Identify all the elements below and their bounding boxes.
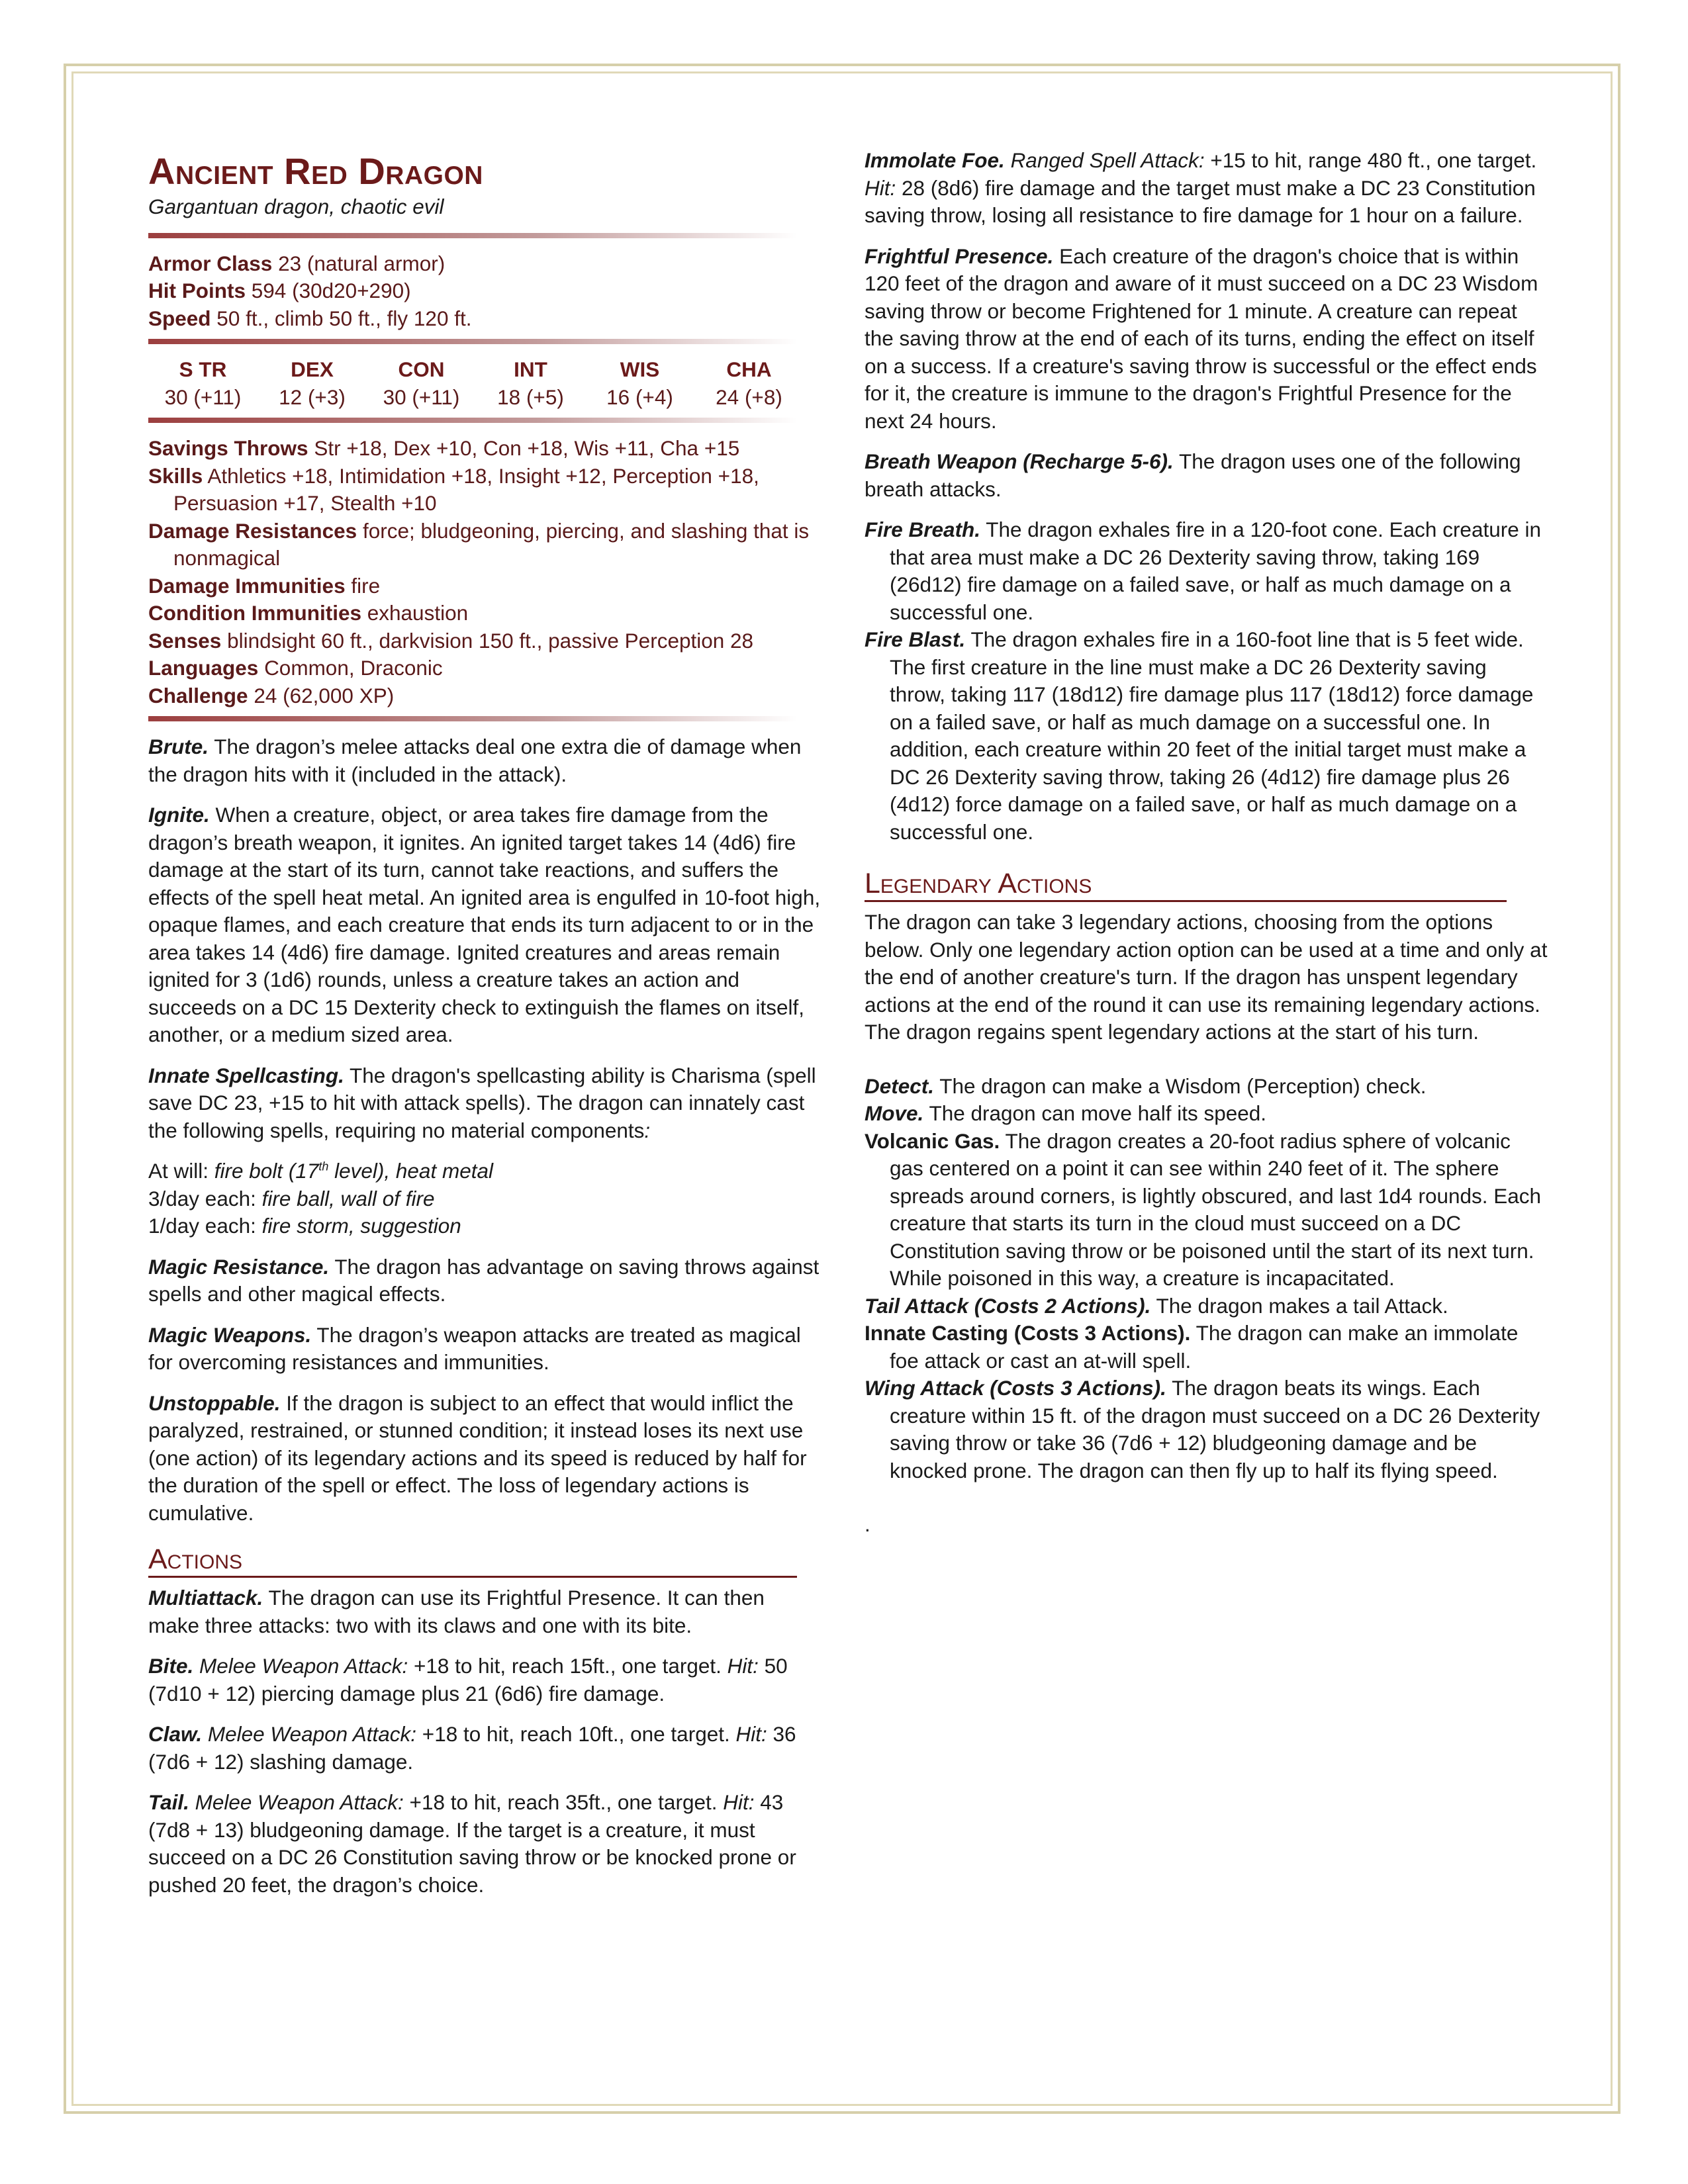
monster-type-line: Gargantuan dragon, chaotic evil (148, 195, 444, 218)
divider-rule (148, 233, 797, 238)
ability-name: INT (514, 357, 547, 381)
divider-rule (148, 418, 797, 423)
monster-name: Ancient Red Dragon (148, 150, 483, 192)
trait-name: Innate Spellcasting. (148, 1063, 344, 1087)
spell-superscript: th (318, 1160, 329, 1173)
spell-name: fire storm, suggestion (261, 1214, 461, 1238)
spell-name: , heat metal (384, 1159, 493, 1183)
legendary-text: The dragon makes a tail Attack. (1156, 1293, 1448, 1318)
condition-immunities-label: Condition Immunities (148, 601, 361, 625)
trait-name: Ignite. (148, 803, 210, 827)
skills-value: Athletics +18, Intimidation +18, Insight +12, Perception +18, Persuasion +17, Stealth +10 (173, 463, 759, 515)
legendary-text: The dragon creates a 20-foot radius sphere of volcanic gas centered on a point it can see within 240 feet of it. The sphere spreads around corners, is lightly obscured, and last 1d4 rounds. Each creature that starts its turn in the cloud must succeed on a DC Constitution saving throw or be poisoned until the start of its next turn. While poisoned in this way, a creature is incapacitated. (890, 1128, 1542, 1290)
action-name: Breath Weapon (Recharge 5-6). (865, 449, 1174, 473)
legendary-name: Wing Attack (Costs 3 Actions). (865, 1376, 1166, 1400)
legendary-text: The dragon can make a Wisdom (Perception) check. (939, 1073, 1427, 1098)
hit-label: Hit: (727, 1654, 759, 1678)
spell-name: level) (328, 1159, 385, 1183)
action-text: +18 to hit, reach 35ft., one target. (403, 1790, 724, 1814)
legendary-wing-attack (865, 1375, 1548, 1484)
legendary-actions-heading: Legendary Actions (865, 867, 1507, 902)
challenge-label: Challenge (148, 683, 248, 707)
spell-frequency-label: 3/day each: (148, 1186, 262, 1210)
ability-name: CON (398, 357, 445, 381)
legendary-innate-casting (865, 1320, 1548, 1375)
ability-score: 16 (+4) (606, 385, 673, 409)
action-text: 28 (8d6) fire damage and the target must make a DC 23 Constitution saving throw, losing all resistance to fire damage for 1 hour on a failure. (865, 175, 1536, 227)
action-bite (148, 1653, 821, 1707)
trait-name: Brute. (148, 735, 209, 758)
hit-points-value: 594 (30d20+290) (251, 279, 411, 302)
hit-label: Hit: (723, 1790, 755, 1814)
ability-name: WIS (620, 357, 660, 381)
saving-throws-label: Savings Throws (148, 436, 308, 460)
ability-scores (148, 384, 804, 412)
legendary-name: Move. (865, 1101, 924, 1125)
senses-label: Senses (148, 628, 222, 653)
condition-immunities-line (148, 600, 821, 627)
languages-line (148, 655, 821, 682)
damage-immunities-line (148, 572, 821, 600)
spell-name: fire ball, wall of fire (261, 1186, 435, 1210)
action-fire-breath (865, 516, 1548, 626)
legendary-move (865, 1100, 1548, 1128)
hit-label: Hit: (865, 175, 896, 200)
trait-innate-spellcasting (148, 1062, 821, 1145)
attack-type: Melee Weapon Attack: (199, 1654, 408, 1678)
actions-heading: Actions (148, 1543, 797, 1578)
trait-unstoppable (148, 1390, 821, 1527)
action-frightful-presence (865, 243, 1548, 435)
legendary-volcanic-gas (865, 1128, 1548, 1293)
hit-points-label: Hit Points (148, 279, 246, 302)
action-claw (148, 1721, 821, 1776)
spell-frequency-label: 1/day each: (148, 1214, 262, 1238)
trait-ignite (148, 801, 821, 1049)
ability-score: 24 (+8) (716, 385, 782, 409)
action-text: The dragon uses one of the following breath attacks. (865, 449, 1521, 501)
ability-score: 12 (+3) (279, 385, 346, 409)
ability-name: S TR (179, 357, 227, 381)
action-text: 36 (7d6 + 12) slashing damage. (148, 1722, 796, 1774)
attack-type: Melee Weapon Attack: (207, 1722, 417, 1746)
armor-class-line (148, 250, 821, 278)
legendary-detect (865, 1073, 1548, 1101)
action-name: Fire Blast. (865, 627, 966, 651)
ability-headers (148, 356, 804, 384)
damage-immunities-value: fire (351, 573, 381, 598)
saving-throws-line (148, 435, 821, 463)
spell-list-1-day (148, 1212, 821, 1240)
languages-value: Common, Draconic (264, 656, 443, 680)
legendary-tail-attack (865, 1293, 1548, 1320)
attack-type: Melee Weapon Attack: (195, 1790, 404, 1814)
senses-value: blindsight 60 ft., darkvision 150 ft., passive Perception 28 (227, 628, 754, 653)
legendary-text: The dragon can make an immolate foe attack or cast an at-will spell. (890, 1321, 1519, 1373)
ability-score: 18 (+5) (497, 385, 564, 409)
damage-resistances-line (148, 518, 821, 572)
hit-label: Hit: (735, 1722, 767, 1746)
damage-resistances-label: Damage Resistances (148, 518, 357, 543)
action-text: +18 to hit, reach 15ft., one target. (408, 1654, 727, 1678)
action-name: Frightful Presence. (865, 244, 1054, 268)
trait-colon: : (644, 1118, 651, 1142)
legendary-intro: The dragon can take 3 legendary actions, choosing from the options below. Only one legendary action option can be used at a time and only at the end of another creature's turn. If the dragon has unspent legendary actions at the end of the round it can use its remaining legendary actions. The dragon regains spent legendary actions at the start of his turn. (865, 910, 1548, 1044)
armor-class-value: 23 (natural armor) (278, 251, 445, 275)
trait-name: Magic Weapons. (148, 1322, 312, 1347)
hit-points-line (148, 277, 821, 305)
divider-rule (148, 716, 797, 721)
action-text: +15 to hit, range 480 ft., one target. (1204, 148, 1537, 172)
action-name: Immolate Foe. (865, 148, 1005, 172)
spell-name: fire bolt (17 (214, 1159, 319, 1183)
speed-label: Speed (148, 306, 211, 330)
divider-rule (148, 339, 797, 344)
legendary-name: Tail Attack (Costs 2 Actions). (865, 1293, 1151, 1318)
action-name: Multiattack. (148, 1586, 263, 1610)
trait-brute (148, 733, 821, 788)
legendary-name: Detect. (865, 1073, 935, 1098)
speed-line (148, 305, 821, 333)
trailing-dot: . (865, 1512, 870, 1536)
action-name: Tail. (148, 1790, 189, 1814)
trait-text: The dragon’s weapon attacks are treated as magical for overcoming resistances and immunities. (148, 1322, 801, 1374)
spell-list-at-will (148, 1158, 821, 1185)
spell-frequency-label: At will: (148, 1159, 214, 1183)
legendary-text: The dragon beats its wings. Each creature within 15 ft. of the dragon must succeed on a DC 26 Dexterity saving throw or take 36 (7d6 + 12) bludgeoning damage and be knocked prone. The dragon can then fly up to half its flying speed. (890, 1376, 1540, 1482)
ability-name: CHA (726, 357, 772, 381)
spell-list-3-day (148, 1185, 821, 1213)
action-text: Each creature of the dragon's choice that is within 120 feet of the dragon and aware of it must succeed on a DC 23 Wisdom saving throw or become Frightened for 1 minute. A creature can repeat the saving throw at the end of each of its turns, ending the effect on itself on a success. If a creature's saving throw is successful or the effect ends for it, the creature is immune to the dragon's Frightful Presence for the next 24 hours. (865, 244, 1538, 433)
action-text: The dragon can use its Frightful Presence. It can then make three attacks: two with its claws and one with its bite. (148, 1586, 765, 1637)
senses-line (148, 627, 821, 655)
legendary-name: Volcanic Gas. (865, 1128, 1000, 1153)
action-multiattack (148, 1584, 821, 1639)
skills-label: Skills (148, 463, 203, 488)
action-text: 50 (7d10 + 12) piercing damage plus 21 (6d6) fire damage. (148, 1654, 788, 1706)
trait-magic-resistance (148, 1253, 821, 1308)
trait-text: The dragon's spellcasting ability is Charisma (spell save DC 23, +15 to hit with attack spells). The dragon can innately cast the following spells, requiring no material components (148, 1063, 816, 1142)
action-text: The dragon exhales fire in a 160-foot line that is 5 feet wide. The first creature in the line must make a DC 26 Dexterity saving throw, taking 117 (18d12) fire damage plus 117 (18d12) force damage on a failed save, or half as much damage on a successful one. In addition, each creature within 20 feet of the initial target must make a DC 26 Dexterity saving throw, taking 26 (4d12) fire damage plus 26 (4d12) force damage on a failed save, or half as much damage on a successful one. (890, 627, 1534, 844)
attack-type: Ranged Spell Attack: (1010, 148, 1205, 172)
languages-label: Languages (148, 656, 259, 680)
damage-immunities-label: Damage Immunities (148, 573, 346, 598)
trait-name: Magic Resistance. (148, 1254, 330, 1279)
trait-name: Unstoppable. (148, 1390, 281, 1415)
action-immolate-foe (865, 147, 1548, 230)
armor-class-label: Armor Class (148, 251, 273, 275)
ability-name: DEX (291, 357, 334, 381)
trait-magic-weapons (148, 1322, 821, 1377)
legendary-text: The dragon can move half its speed. (929, 1101, 1267, 1125)
challenge-value: 24 (62,000 XP) (254, 683, 395, 707)
action-name: Fire Breath. (865, 518, 981, 541)
legendary-name: Innate Casting (Costs 3 Actions). (865, 1321, 1191, 1345)
condition-immunities-value: exhaustion (367, 601, 469, 625)
trait-text: When a creature, object, or area takes fire damage from the dragon’s breath weapon, it ignites. An ignited target takes 14 (4d6) fire damage at the start of its turn, cannot take reactions, and suffers the effects of the spell heat metal. An ignited area is engulfed in 10-foot high, opaque flames, and each creature that ends its turn adjacent to or in the area takes 14 (4d6) fire damage. Ignited creatures and areas remain ignited for 3 (1d6) rounds, unless a creature takes an action and succeeds on a DC 15 Dexterity check to extinguish the flames on itself, another, or a medium sized area. (148, 803, 821, 1046)
challenge-line (148, 682, 821, 710)
action-tail (148, 1789, 821, 1899)
action-text: 43 (7d8 + 13) bludgeoning damage. If the target is a creature, it must succeed on a DC 26 Constitution saving throw or be knocked prone or pushed 20 feet, the dragon’s choice. (148, 1790, 796, 1897)
action-text: +18 to hit, reach 10ft., one target. (416, 1722, 736, 1746)
ability-score: 30 (+11) (164, 385, 242, 409)
action-name: Bite. (148, 1654, 194, 1678)
ability-score: 30 (+11) (383, 385, 460, 409)
skills-line (148, 463, 821, 518)
right-column (865, 147, 1548, 1539)
action-text: The dragon exhales fire in a 120-foot cone. Each creature in that area must make a DC 26 Dexterity saving throw, taking 169 (26d12) fire damage on a failed save, or half as much damage on a successful one. (890, 518, 1542, 624)
trait-text: The dragon’s melee attacks deal one extra die of damage when the dragon hits with it (included in the attack). (148, 735, 802, 786)
speed-value: 50 ft., climb 50 ft., fly 120 ft. (216, 306, 472, 330)
saving-throws-value: Str +18, Dex +10, Con +18, Wis +11, Cha +15 (314, 436, 740, 460)
trait-text: If the dragon is subject to an effect that would inflict the paralyzed, restrained, or stunned condition; it instead loses its next use (one action) of its legendary actions and its speed is reduced by half for the duration of the spell or effect. The loss of legendary actions is cumulative. (148, 1390, 807, 1525)
left-column (148, 151, 821, 1899)
damage-resistances-value: force; bludgeoning, piercing, and slashing that is nonmagical (173, 518, 810, 570)
action-breath-weapon (865, 448, 1548, 503)
action-fire-blast (865, 626, 1548, 846)
action-name: Claw. (148, 1722, 203, 1746)
trait-text: The dragon has advantage on saving throws against spells and other magical effects. (148, 1254, 820, 1306)
